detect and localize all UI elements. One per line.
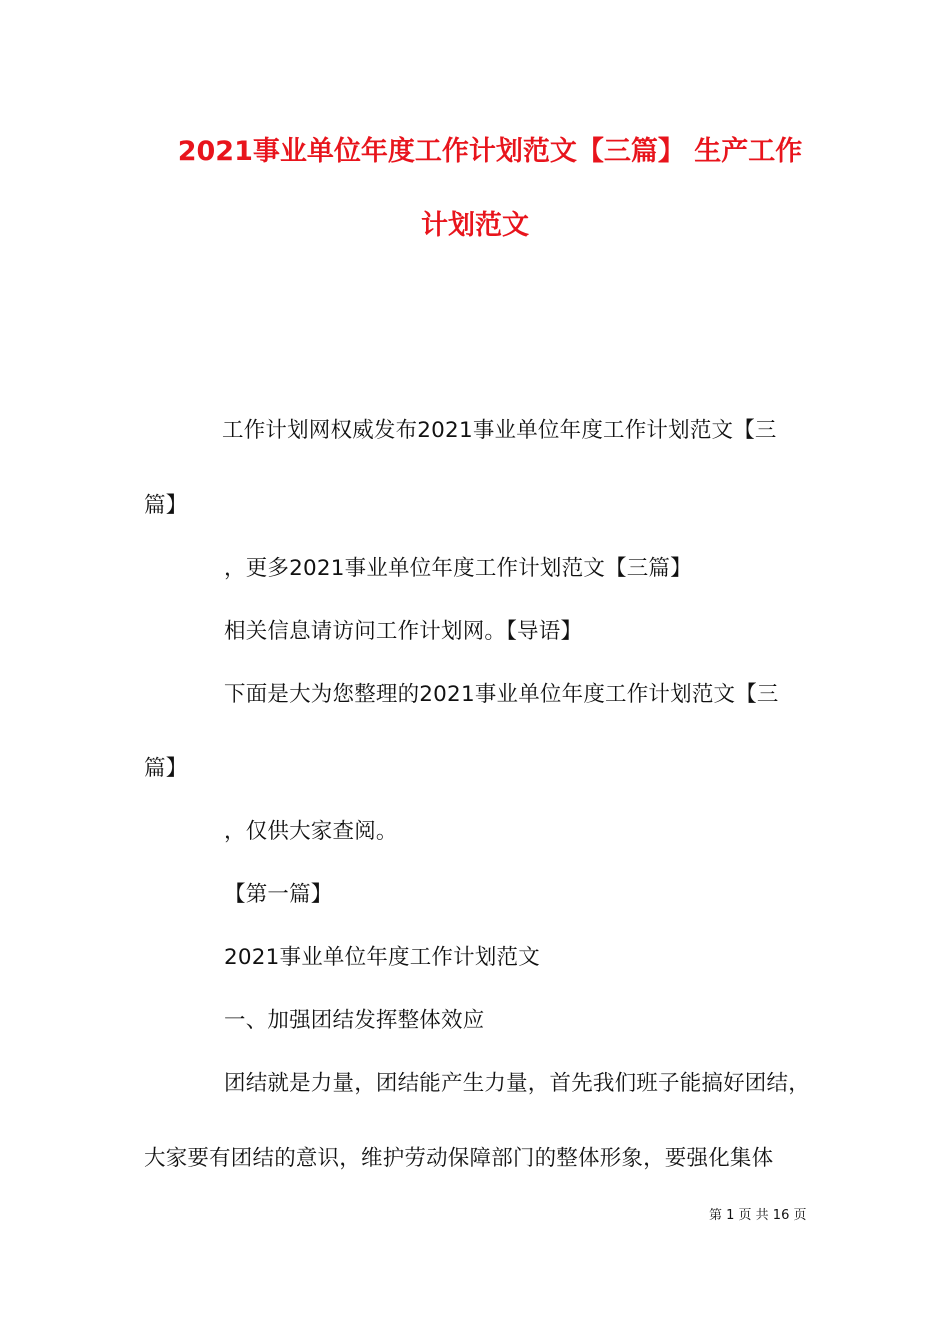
body-line-5: 下面是大为您整理的2021事业单位年度工作计划范文【三 bbox=[224, 682, 779, 707]
section-point-1: 一、加强团结发挥整体效应 bbox=[224, 1008, 485, 1033]
document-title-line-1: 2021事业单位年度工作计划范文【三篇】 生产工作 bbox=[177, 136, 803, 167]
body-line-2: 篇】 bbox=[144, 493, 188, 518]
body-line-12: 大家要有团结的意识，维护劳动保障部门的整体形象，要强化集体 bbox=[144, 1146, 774, 1171]
body-line-1: 工作计划网权威发布2021事业单位年度工作计划范文【三 bbox=[222, 418, 777, 443]
body-line-3: ，更多2021事业单位年度工作计划范文【三篇】 bbox=[224, 556, 692, 581]
document-title-line-2: 计划范文 bbox=[421, 210, 529, 241]
body-line-7: ，仅供大家查阅。 bbox=[224, 819, 398, 844]
section-heading-first: 【第一篇】 bbox=[224, 882, 333, 907]
body-line-11: 团结就是力量，团结能产生力量，首先我们班子能搞好团结， bbox=[224, 1071, 810, 1096]
body-line-4: 相关信息请访问工作计划网。【导语】 bbox=[224, 619, 583, 644]
page-footer: 第 1 页 共 16 页 bbox=[709, 1208, 807, 1223]
section-subtitle: 2021事业单位年度工作计划范文 bbox=[224, 945, 540, 970]
body-line-6: 篇】 bbox=[144, 756, 188, 781]
